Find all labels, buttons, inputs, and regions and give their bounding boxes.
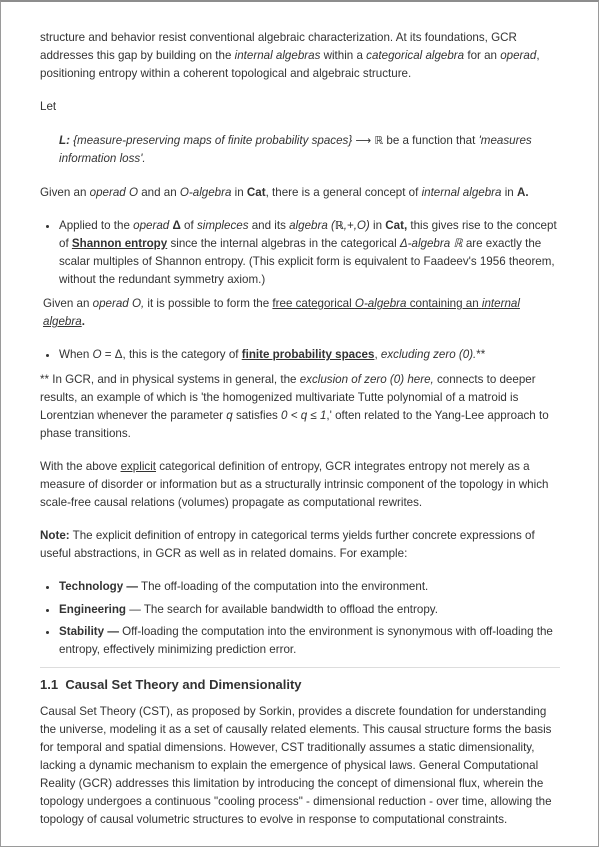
list-item xyxy=(59,601,560,619)
emphasis: O-algebra xyxy=(354,297,407,310)
arrow-symbol: ⟶ xyxy=(355,134,372,147)
let-paragraph: Let xyxy=(40,100,57,113)
strong: Cat, xyxy=(385,219,408,232)
finite-probability-spaces-link[interactable]: finite probability spaces xyxy=(241,348,375,361)
text-run: ** In GCR, and in physical systems in general, the xyxy=(40,373,300,386)
emphasis: excluding zero (0). xyxy=(380,348,477,361)
emphasis: operad xyxy=(500,49,537,62)
emphasis: q xyxy=(226,409,233,422)
text-run: {measure-preserving maps of finite probability spaces} xyxy=(69,134,356,147)
text-run: and an xyxy=(137,186,180,199)
reals-symbol: ℝ xyxy=(334,219,344,232)
text-run: Applied to the xyxy=(59,219,134,232)
text-run: Off-loading the computation into the environment is synonymous with off-loading the entropy, effectively minimizing prediction error. xyxy=(59,625,553,656)
text-run: ,' often related to the Yang-Lee approach to phase transitions. xyxy=(40,409,549,440)
with-above-paragraph xyxy=(40,458,560,512)
text-run: of xyxy=(180,219,197,232)
text-run: within a xyxy=(320,49,367,62)
text-run: , positioning entropy within a coherent topological and algebraic structure. xyxy=(40,49,540,80)
given-paragraph-1 xyxy=(40,184,560,202)
list-item xyxy=(59,623,560,659)
bullet-list-1 xyxy=(40,217,560,289)
strong: A. xyxy=(516,186,529,199)
list-item xyxy=(59,578,560,596)
text-run: free categorical xyxy=(272,297,355,310)
list-item xyxy=(59,346,560,364)
text-run: for an xyxy=(464,49,501,62)
text-run: The off-loading of the computation into the environment. xyxy=(138,580,429,593)
emphasis: algebra ( xyxy=(289,219,335,232)
given-paragraph-2 xyxy=(43,295,560,331)
text-run: and its xyxy=(248,219,290,232)
note-label: Note: xyxy=(40,529,70,542)
text-run: structure and behavior resist conventional algebraic characterization. At its foundations, GCR addresses this gap by building on the xyxy=(40,31,517,62)
text-run: When xyxy=(59,348,93,361)
shannon-entropy-link[interactable]: Shannon entropy xyxy=(71,237,168,250)
text-run: 'measures information loss'. xyxy=(59,134,532,165)
emphasis: exclusion of zero (0) here, xyxy=(299,373,434,386)
definition-block xyxy=(59,132,560,168)
emphasis: 0 < q ≤ 1 xyxy=(281,409,327,422)
section-title: Causal Set Theory and Dimensionality xyxy=(65,677,302,692)
footnote-paragraph xyxy=(40,371,560,443)
text-run: in xyxy=(369,219,386,232)
text-run: , xyxy=(374,348,381,361)
note-paragraph xyxy=(40,527,560,563)
emphasis: O-algebra xyxy=(179,186,232,199)
example-term: Engineering xyxy=(59,602,126,616)
emphasis: Δ-algebra ℝ xyxy=(399,237,463,250)
text-run: satisfies xyxy=(232,409,282,422)
strong: Cat xyxy=(246,186,266,199)
text-run: Given an xyxy=(43,297,93,310)
emphasis: operad O, xyxy=(92,297,145,310)
emphasis: O xyxy=(92,348,102,361)
emphasis: operad xyxy=(133,219,170,232)
reals-symbol: ℝ xyxy=(374,134,384,147)
emphasis: categorical algebra xyxy=(366,49,465,62)
document-body xyxy=(40,29,560,829)
text-run: Given an xyxy=(40,186,90,199)
section-divider xyxy=(40,667,560,668)
text-run: With the above xyxy=(40,460,121,473)
examples-list xyxy=(40,578,560,659)
text-run: in xyxy=(231,186,247,199)
intro-paragraph xyxy=(40,29,560,83)
emphasis: internal algebra xyxy=(421,186,502,199)
list-item xyxy=(59,217,560,289)
text-run: in xyxy=(501,186,517,199)
emphasis: internal algebras xyxy=(234,49,321,62)
text-run: it is possible to form the xyxy=(144,297,273,310)
text-run: connects to deeper results, an example of which is 'the homogenized multivariate Tutte polynomial of a matroid is Lorentzian whenever the parameter xyxy=(40,373,536,422)
section-body: Causal Set Theory (CST), as proposed by Sorkin, provides a discrete foundation for understanding the universe, modeling it as a set of causally related elements. This causal structure forms the basis for temporal and spatial dimensions. However, CST traditionally assumes a static dimensionality, lacking a dynamic mechanism to explain the emergence of physical laws. General Computational Reality (GCR) addresses this limitation by introducing the concept of dimensional flux, wherein the topology undergoes a continuous "cooling process" - dimensional reduction - over time, allowing the topology of causal volumetric structures to evolve in response to computational constraints. xyxy=(40,705,552,826)
bullet-list-2 xyxy=(40,346,560,364)
definition-label: L: xyxy=(59,134,70,147)
explicit-link[interactable]: explicit xyxy=(120,460,157,473)
strong: . xyxy=(81,315,85,328)
text-run: be a function that xyxy=(383,134,479,147)
text-run: = Δ, this is the category of xyxy=(101,348,242,361)
text-run: ** xyxy=(476,348,486,361)
emphasis: operad O xyxy=(89,186,138,199)
text-run: since the internal algebras in the categorical xyxy=(167,237,400,250)
text-run: are exactly the scalar multiples of Shannon entropy. (This explicit form is equivalent to Faadeev's 1956 theorem, without the redundant symmetry axiom.) xyxy=(59,237,555,286)
section-heading xyxy=(40,677,560,693)
text-run: containing an xyxy=(406,297,482,310)
emphasis: simpleces xyxy=(196,219,249,232)
example-term: Technology — xyxy=(59,580,139,593)
text-run: The explicit definition of entropy in categorical terms yields further concrete expressions of useful abstractions, in GCR as well as in related domains. For example: xyxy=(40,529,535,560)
emphasis: ,+,O) xyxy=(343,219,370,232)
text-run: — The search for available bandwidth to offload the entropy. xyxy=(126,602,438,616)
text-run: , there is a general concept of xyxy=(265,186,422,199)
section-number: 1.1 xyxy=(40,677,59,692)
text-run: categorical definition of entropy, GCR integrates entropy not merely as a measure of disorder or information but as a structurally intrinsic component of the topology in which scale-free causal relations (volumes) propagate as computational rewrites. xyxy=(40,460,549,509)
example-term: Stability — xyxy=(59,625,119,638)
text-run: this gives rise to the concept of xyxy=(59,219,557,250)
strong: Δ xyxy=(172,219,181,232)
emphasis: internal algebra xyxy=(43,297,520,328)
